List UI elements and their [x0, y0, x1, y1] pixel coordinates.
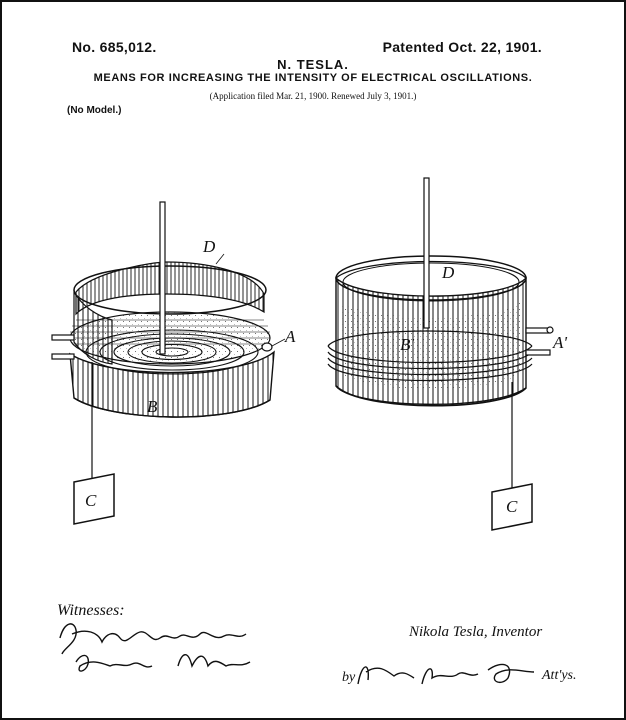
attorneys-signature [358, 664, 534, 684]
left-apparatus-figure [52, 202, 285, 524]
right-terminals [526, 327, 553, 355]
right-central-rod [424, 178, 429, 328]
label-left-d: D [203, 237, 216, 256]
model-note: (No Model.) [67, 105, 122, 116]
inventor-signature: Nikola Tesla, Inventor [409, 624, 543, 640]
right-apparatus-figure [328, 178, 553, 530]
witness-signatures [60, 624, 250, 671]
by-label: by [342, 670, 356, 685]
label-right-b: B' [400, 335, 415, 354]
label-left-b: B [147, 397, 158, 416]
label-right-d: D [442, 263, 455, 282]
label-right-c: C [506, 497, 518, 516]
label-left-c: C [85, 491, 97, 510]
inventor-name: N. TESLA. [277, 57, 349, 72]
application-note: (Application filed Mar. 21, 1900. Renewed July 3, 1901.) [209, 91, 417, 101]
left-central-rod [160, 202, 165, 354]
witnesses-label: Witnesses: [57, 602, 125, 619]
patent-date: Patented Oct. 22, 1901. [382, 39, 542, 55]
attys-label: Att'ys. [542, 668, 577, 683]
left-vessel-inner-wall [76, 262, 264, 314]
patent-title: MEANS FOR INCREASING THE INTENSITY OF ELECTRICAL OSCILLATIONS. [93, 72, 533, 84]
label-right-a: A' [553, 333, 568, 352]
label-left-a: A [285, 327, 296, 346]
patent-number: No. 685,012. [72, 39, 157, 55]
